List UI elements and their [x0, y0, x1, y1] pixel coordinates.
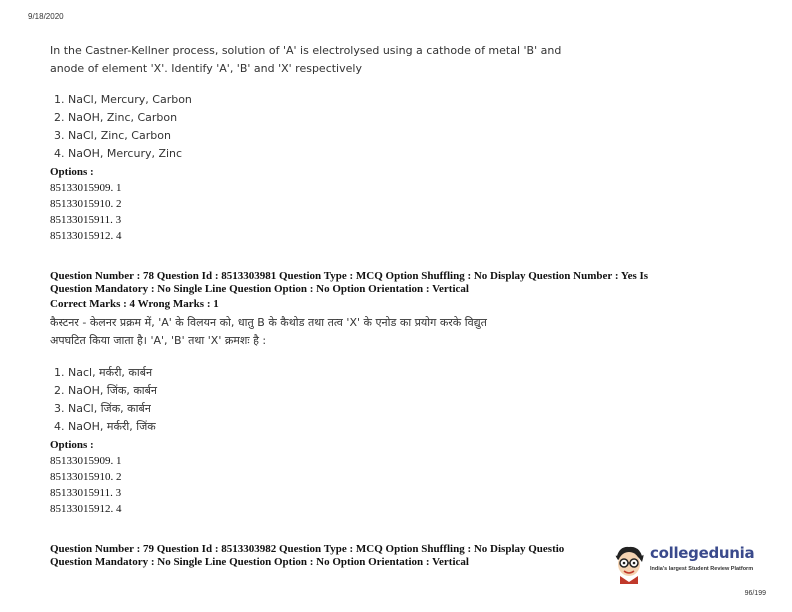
marks-line: Correct Marks : 4 Wrong Marks : 1 — [50, 298, 219, 310]
question-text-line: कैस्टनर - केलनर प्रक्रम में, 'A' के विलयन को, धातु B के कैथोड तथा तत्व 'X' के एनोड का प्रयोग करके विद्युत — [50, 316, 487, 329]
option-id: 85133015912. 4 — [50, 503, 122, 515]
question-78-text — [50, 314, 487, 350]
question-77-option-ids — [50, 164, 122, 244]
choice-item: 4. NaOH, मर्करी, जिंक — [54, 420, 156, 433]
option-id: 85133015910. 2 — [50, 198, 122, 210]
option-id: 85133015910. 2 — [50, 471, 122, 483]
option-id: 85133015909. 1 — [50, 455, 122, 467]
choice-item: 4. NaOH, Mercury, Zinc — [54, 147, 183, 160]
brand-tagline: India's largest Student Review Platform — [650, 566, 754, 572]
choice-item: 3. NaCl, जिंक, कार्बन — [54, 402, 151, 415]
options-label: Options : — [50, 439, 94, 451]
option-id: 85133015912. 4 — [50, 230, 122, 242]
print-date: 9/18/2020 — [28, 12, 64, 21]
page-number: 96/199 — [744, 590, 766, 597]
option-id: 85133015911. 3 — [50, 487, 122, 499]
choice-item: 2. NaOH, Zinc, Carbon — [54, 111, 178, 124]
option-id: 85133015909. 1 — [50, 182, 122, 194]
choice-item: 1. NaCl, Mercury, Carbon — [54, 93, 192, 106]
meta-line: Question Mandatory : No Single Line Question Option : No Option Orientation : Vertical — [50, 283, 469, 295]
meta-line: Question Number : 79 Question Id : 8513303982 Question Type : MCQ Option Shuffling : No Display Questio — [50, 543, 565, 555]
collegedunia-logo — [612, 542, 772, 586]
question-77-text — [50, 42, 561, 78]
meta-line: Question Mandatory : No Single Line Question Option : No Option Orientation : Vertical — [50, 556, 469, 568]
question-77-choices — [54, 91, 192, 163]
choice-item: 3. NaCl, Zinc, Carbon — [54, 129, 171, 142]
option-id: 85133015911. 3 — [50, 214, 122, 226]
brand-name: collegedunia — [650, 544, 755, 562]
question-78-meta — [50, 270, 750, 296]
question-78-option-ids — [50, 437, 122, 517]
choice-item: 2. NaOH, जिंक, कार्बन — [54, 384, 158, 397]
question-text-line: अपघटित किया जाता है। 'A', 'B' तथा 'X' क्रमशः है : — [50, 334, 267, 347]
mascot-icon — [612, 544, 646, 584]
meta-line: Question Number : 78 Question Id : 8513303981 Question Type : MCQ Option Shuffling : No Display Question Number : Yes Is — [50, 270, 649, 282]
choice-item: 1. Nacl, मर्करी, कार्बन — [54, 366, 153, 379]
question-text-line: In the Castner-Kellner process, solution of 'A' is electrolysed using a cathode of metal 'B' and — [50, 44, 562, 57]
question-78-choices — [54, 364, 157, 436]
options-label: Options : — [50, 166, 94, 178]
question-text-line: anode of element 'X'. Identify 'A', 'B' and 'X' respectively — [50, 62, 362, 75]
